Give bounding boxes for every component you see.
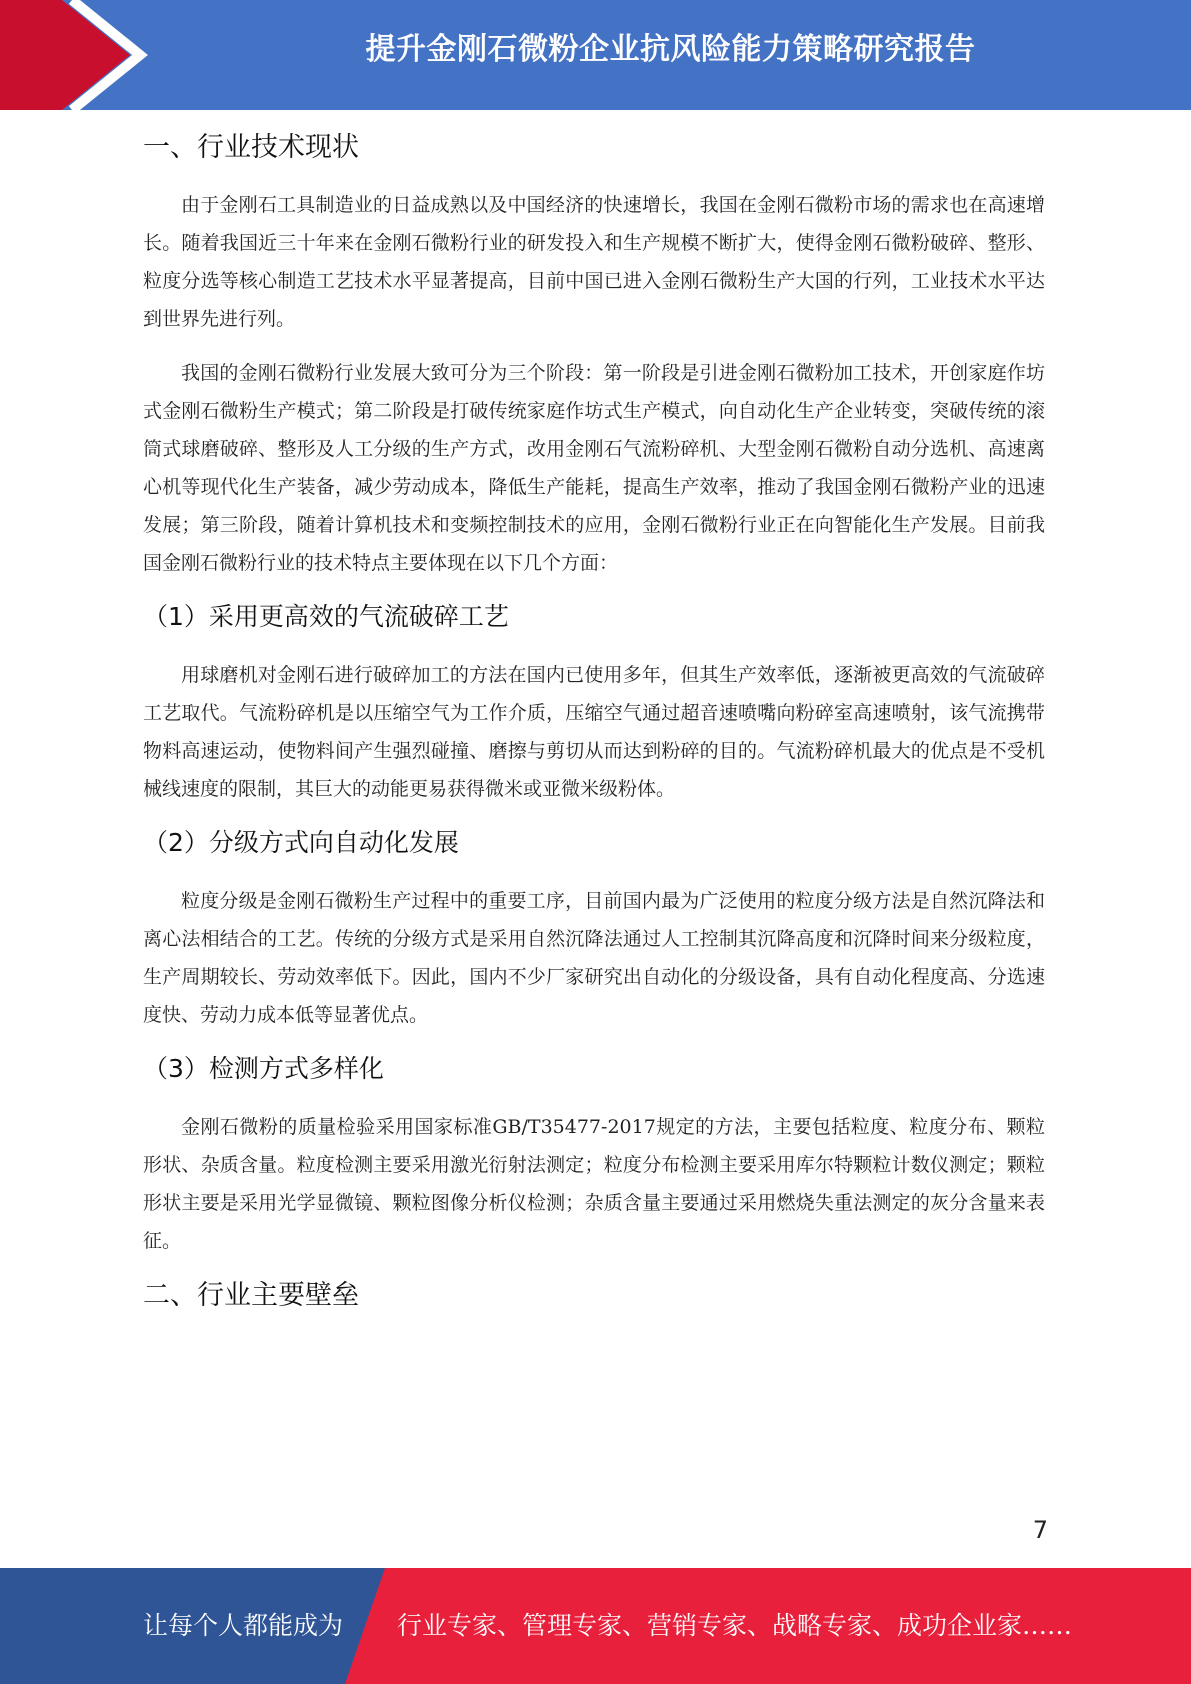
header-banner: [0, 0, 1191, 110]
paragraph: 粒度分级是金刚石微粉生产过程中的重要工序，目前国内最为广泛使用的粒度分级方法是自然沉降法和离心法相结合的工艺。传统的分级方式是采用自然沉降法通过人工控制其沉降高度和沉降时间来分级粒度，生产周期较长、劳动效率低下。因此，国内不少厂家研究出自动化的分级设备，具有自动化程度高、分选速度快、劳动力成本低等显著优点。: [143, 890, 1045, 1026]
paragraph: 我国的金刚石微粉行业发展大致可分为三个阶段：第一阶段是引进金刚石微粉加工技术，开创家庭作坊式金刚石微粉生产模式；第二阶段是打破传统家庭作坊式生产模式，向自动化生产企业转变，突破传统的滚筒式球磨破碎、整形及人工分级的生产方式，改用金刚石气流粉碎机、大型金刚石微粉自动分选机、高速离心机等现代化生产装备，减少劳动成本，降低生产能耗，提高生产效率，推动了我国金刚石微粉产业的迅速发展；第三阶段，随着计算机技术和变频控制技术的应用，金刚石微粉行业正在向智能化生产发展。目前我国金刚石微粉行业的技术特点主要体现在以下几个方面：: [143, 362, 1045, 574]
footer-banner: [0, 1568, 1191, 1684]
page-number: 7: [1032, 1516, 1048, 1544]
paragraph: 由于金刚石工具制造业的日益成熟以及中国经济的快速增长，我国在金刚石微粉市场的需求也在高速增长。随着我国近三十年来在金刚石微粉行业的研发投入和生产规模不断扩大，使得金刚石微粉破碎、整形、粒度分选等核心制造工艺技术水平显著提高，目前中国已进入金刚石微粉生产大国的行列，工业技术水平达到世界先进行列。: [143, 194, 1045, 330]
document-body: [143, 128, 1045, 1334]
subsection-heading: （2）分级方式向自动化发展: [143, 828, 459, 857]
section-heading: 一、行业技术现状: [143, 132, 359, 163]
footer-slogan: 让每个人都能成为: [143, 1611, 344, 1640]
subsection-heading: （3）检测方式多样化: [143, 1054, 384, 1083]
subsection-heading: （1）采用更高效的气流破碎工艺: [143, 602, 509, 631]
section-heading: 二、行业主要壁垒: [143, 1280, 359, 1311]
paragraph: 用球磨机对金刚石进行破碎加工的方法在国内已使用多年，但其生产效率低，逐渐被更高效的气流破碎工艺取代。气流粉碎机是以压缩空气为工作介质，压缩空气通过超音速喷嘴向粉碎室高速喷射，该气流携带物料高速运动，使物料间产生强烈碰撞、磨擦与剪切从而达到粉碎的目的。气流粉碎机最大的优点是不受机械线速度的限制，其巨大的动能更易获得微米或亚微米级粉体。: [143, 664, 1045, 800]
paragraph: 金刚石微粉的质量检验采用国家标准GB/T35477-2017规定的方法，主要包括粒度、粒度分布、颗粒形状、杂质含量。粒度检测主要采用激光衍射法测定；粒度分布检测主要采用库尔特颗粒计数仪测定；颗粒形状主要是采用光学显微镜、颗粒图像分析仪检测；杂质含量主要通过采用燃烧失重法测定的灰分含量来表征。: [143, 1116, 1045, 1252]
footer-tagline: 行业专家、管理专家、营销专家、战略专家、成功企业家……: [397, 1611, 1073, 1640]
document-title: 提升金刚石微粉企业抗风险能力策略研究报告: [365, 32, 976, 67]
